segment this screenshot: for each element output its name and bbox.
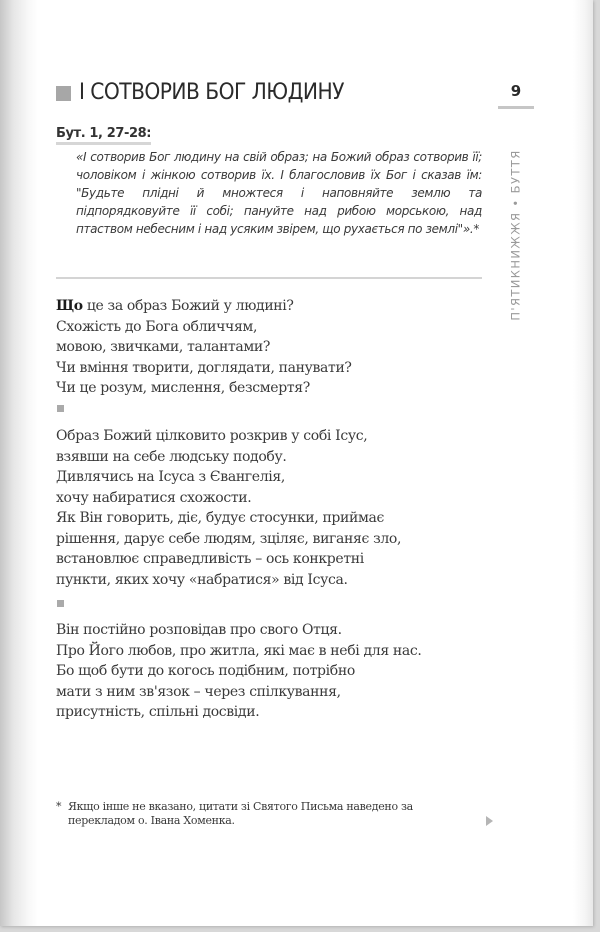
meditation-paragraph-2: [56, 426, 496, 590]
text-line: Про Його любов, про житла, які має в небі для нас.: [56, 642, 422, 659]
text-line: Чи це розум, мислення, безсмертя?: [56, 380, 310, 396]
text-line: мати з ним зв'язок – через спілкування,: [56, 683, 341, 700]
text-line: хочу набиратися схожости.: [56, 489, 252, 506]
footnote: [56, 800, 476, 828]
text-line: присутність, спільні досвіди.: [56, 704, 260, 720]
page-number-underline: [498, 106, 534, 109]
chapter-header: [56, 80, 506, 105]
chapter-title: І СОТВОРИВ БОГ ЛЮДИНУ: [79, 80, 344, 105]
page-number: 9: [510, 82, 522, 100]
meditation-paragraph-3: [56, 620, 496, 723]
running-section-label: [506, 140, 526, 330]
footnote-asterisk: *: [56, 800, 62, 813]
text-line: встановлює справедливість – ось конкретні: [56, 551, 364, 567]
text-line: взявши на себе людську подобу.: [56, 448, 287, 465]
text-line: Бо щоб бути до когось подібним, потрібно: [56, 663, 355, 679]
scripture-reference: Бут. 1, 27-28:: [56, 126, 151, 145]
text-line: Що це за образ Божий у людині?: [56, 298, 294, 314]
text-line: Як Він говорить, діє, будує стосунки, приймає: [56, 510, 385, 526]
text-line: мовою, звичками, талантами?: [56, 339, 271, 355]
text-line: Схожість до Бога обличчям,: [56, 318, 258, 335]
text-line: Образ Божий цілковито розкрив у собі Ісус,: [56, 428, 368, 444]
text-line: пункти, яких хочу «набратися» від Ісуса.: [56, 571, 348, 588]
paragraph-separator-icon: [57, 600, 64, 607]
meditation-paragraph-1: [56, 296, 496, 399]
scripture-quote: «І сотворив Бог людину на свій образ; на Божий образ сотворив її; чоловіком і жінкою сотворив їх. І благословив їх Бог і сказав їм: "Будьте плідні й множтеся і наповняйте землю та підпорядковуйте її собі; пануйте над рибою морською, над птаством небесним і над усяким звірем, що рухається по землі"».*: [76, 150, 482, 236]
drop-word: Що: [56, 298, 83, 314]
next-page-arrow-icon[interactable]: [486, 816, 493, 826]
text-line: Він постійно розповідав про свого Отця.: [56, 622, 342, 638]
footnote-text: Якщо інше не вказано, цитати зі Святого Письма наведено за перекладом о. Івана Хоменка.: [68, 800, 413, 827]
text-line: Чи вміння творити, доглядати, панувати?: [56, 359, 352, 376]
section-divider: [56, 277, 482, 279]
section-label-text: П'ЯТИКНИЖЖЯ • БУТТЯ: [509, 149, 523, 321]
text-line: рішення, дарує себе людям, зціляє, виганяє зло,: [56, 530, 402, 547]
paragraph-separator-icon: [57, 405, 64, 412]
text-line: Дивлячись на Ісуса з Євангелія,: [56, 469, 285, 485]
square-bullet-icon: [56, 86, 71, 101]
